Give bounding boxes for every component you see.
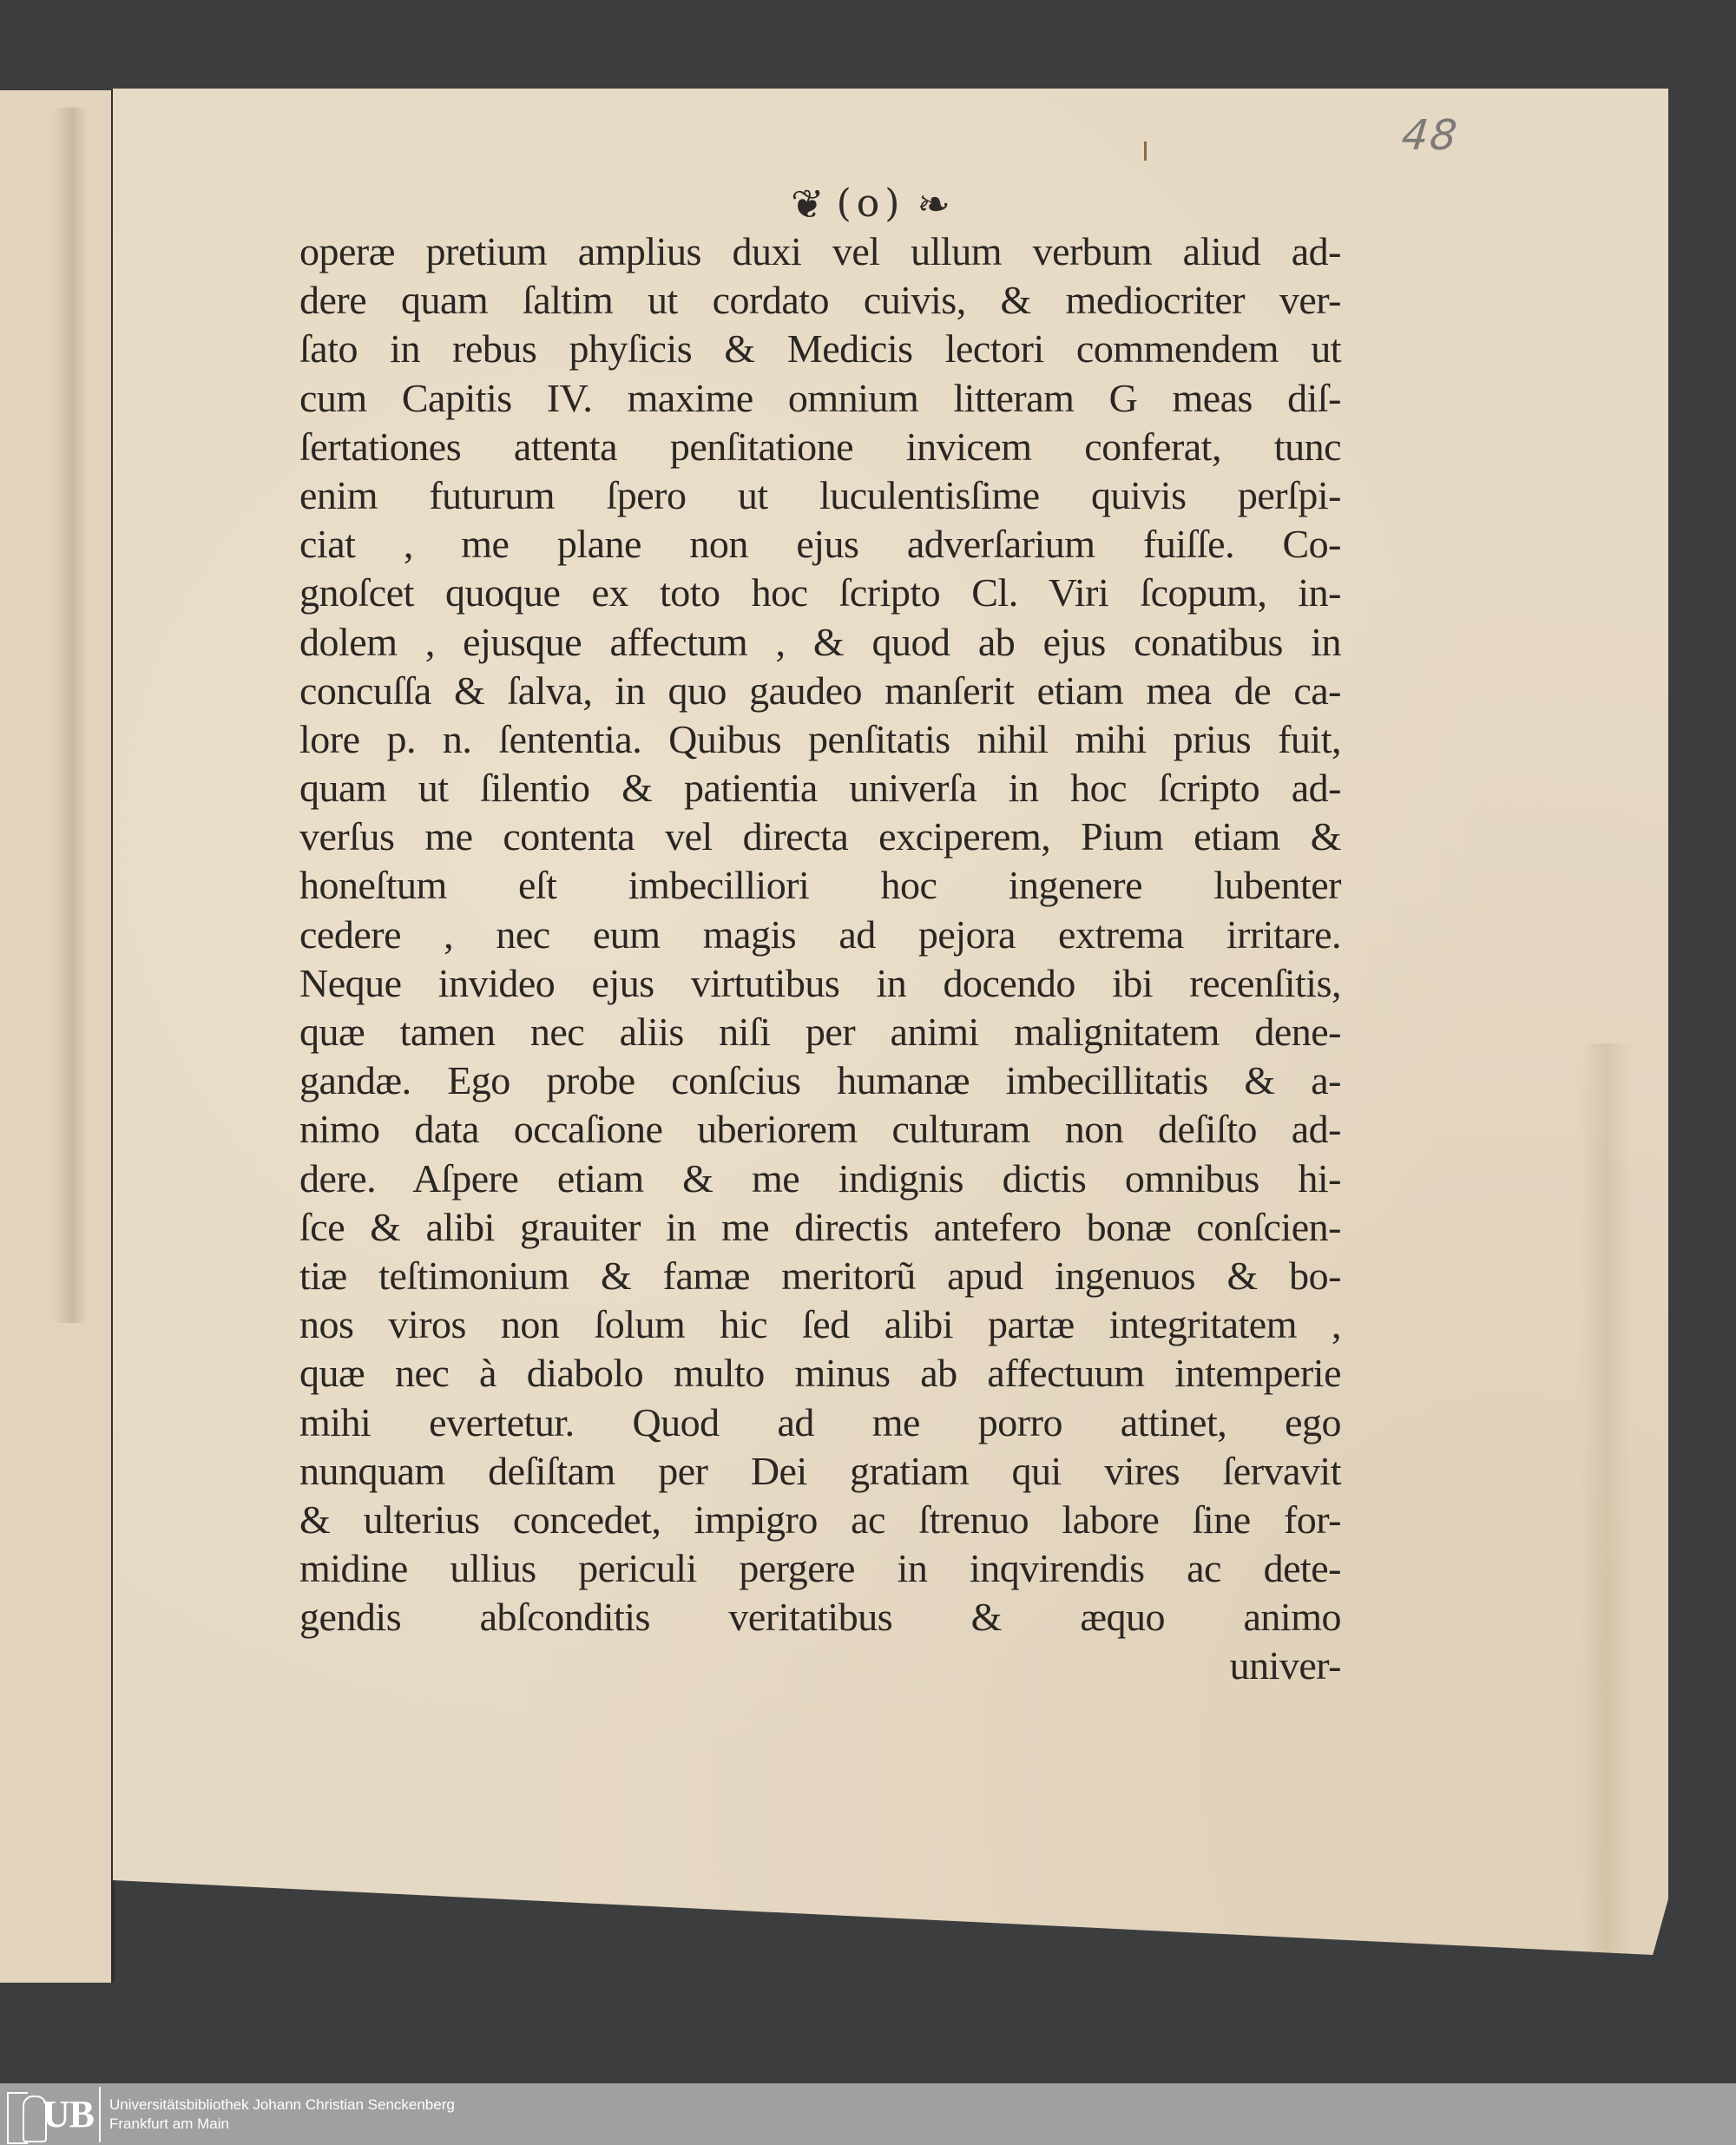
- fleuron-right-icon: ❧: [917, 181, 950, 227]
- ink-mark: [1144, 141, 1147, 161]
- library-footer: [0, 2083, 1736, 2145]
- portrait-icon: [23, 2096, 47, 2142]
- text-line: ſce & alibi grauiter in me directis antefero bonæ conſcien-: [299, 1204, 1341, 1249]
- facing-page-edge: [0, 90, 115, 1983]
- text-line: ſato in rebus phyſicis & Medicis lectori commendem ut: [299, 326, 1341, 372]
- text-line: tiæ teſtimonium & famæ meritorũ apud ingenuos & bo-: [299, 1253, 1341, 1298]
- text-line: cum Capitis IV. maxime omnium litteram G meas diſ-: [299, 375, 1341, 420]
- text-line: honeſtum eſt imbecilliori hoc ingenere lubenter: [299, 863, 1341, 908]
- text-line: nimo data occaſione uberiorem culturam non deſiſto ad-: [299, 1107, 1341, 1152]
- text-line: quæ tamen nec aliis niſi per animi malignitatem dene-: [299, 1010, 1341, 1054]
- catchword: univer-: [1229, 1643, 1341, 1688]
- page-fold-shadow: [1580, 1043, 1632, 1955]
- body-text: [299, 227, 1341, 1691]
- ub-logo-text: UB: [42, 2093, 94, 2135]
- folio-mark: (o): [836, 181, 905, 226]
- text-line: verſus me contenta vel directa exciperem, Pium etiam &: [299, 814, 1341, 859]
- text-line: Neque invideo ejus virtutibus in docendo ibi recenſitis,: [299, 960, 1341, 1005]
- text-line: midine ullius periculi pergere in inqvirendis ac dete-: [299, 1546, 1341, 1591]
- text-line: dolem , ejusque affectum , & quod ab ejus conatibus in: [299, 619, 1341, 664]
- text-line: lore p. n. ſententia. Quibus penſitatis nihil mihi prius fuit,: [299, 716, 1341, 761]
- text-line: ſertationes attenta penſitatione invicem conferat, tunc: [299, 424, 1341, 469]
- text-line: mihi evertetur. Quod ad me porro attinet, ego: [299, 1399, 1341, 1444]
- text-line: nos viros non ſolum hic ſed alibi partæ integritatem ,: [299, 1302, 1341, 1347]
- text-line: dere. Aſpere etiam & me indignis dictis omnibus hi-: [299, 1155, 1341, 1201]
- text-line: operæ pretium amplius duxi vel ullum verbum aliud ad-: [299, 229, 1341, 273]
- page-header: [727, 182, 1014, 226]
- text-line: enim futurum ſpero ut luculentisſime quivis perſpi-: [299, 472, 1341, 517]
- text-line: gendis abſconditis veritatibus & æquo animo: [299, 1595, 1341, 1640]
- handwritten-page-number: 48: [1399, 111, 1462, 160]
- institution-name: [109, 2096, 455, 2134]
- text-line: quæ nec à diabolo multo minus ab affectuum intemperie: [299, 1351, 1341, 1396]
- text-line: nunquam deſiſtam per Dei gratiam qui vires ſervavit: [299, 1448, 1341, 1493]
- text-line: cedere , nec eum magis ad pejora extrema irritare.: [299, 911, 1341, 957]
- fleuron-left-icon: ❦: [791, 181, 825, 227]
- institution-line-1: Universitätsbibliothek Johann Christian Senckenberg: [109, 2096, 455, 2113]
- text-line: concuſſa & ſalva, in quo gaudeo manſerit etiam mea de ca-: [299, 668, 1341, 713]
- ub-logo: [3, 2087, 101, 2142]
- institution-line-2: Frankfurt am Main: [109, 2115, 229, 2132]
- text-line: quam ut ſilentio & patientia univerſa in hoc ſcripto ad-: [299, 766, 1341, 811]
- text-line: & ulterius concedet, impigro ac ſtrenuo labore ſine for-: [299, 1497, 1341, 1542]
- text-line: gnoſcet quoque ex toto hoc ſcripto Cl. Viri ſcopum, in-: [299, 570, 1341, 615]
- text-line: dere quam ſaltim ut cordato cuivis, & mediocriter ver-: [299, 278, 1341, 323]
- text-line: gandæ. Ego probe conſcius humanæ imbecillitatis & a-: [299, 1058, 1341, 1103]
- text-line: ciat , me plane non ejus adverſarium fuiſſe. Co-: [299, 522, 1341, 567]
